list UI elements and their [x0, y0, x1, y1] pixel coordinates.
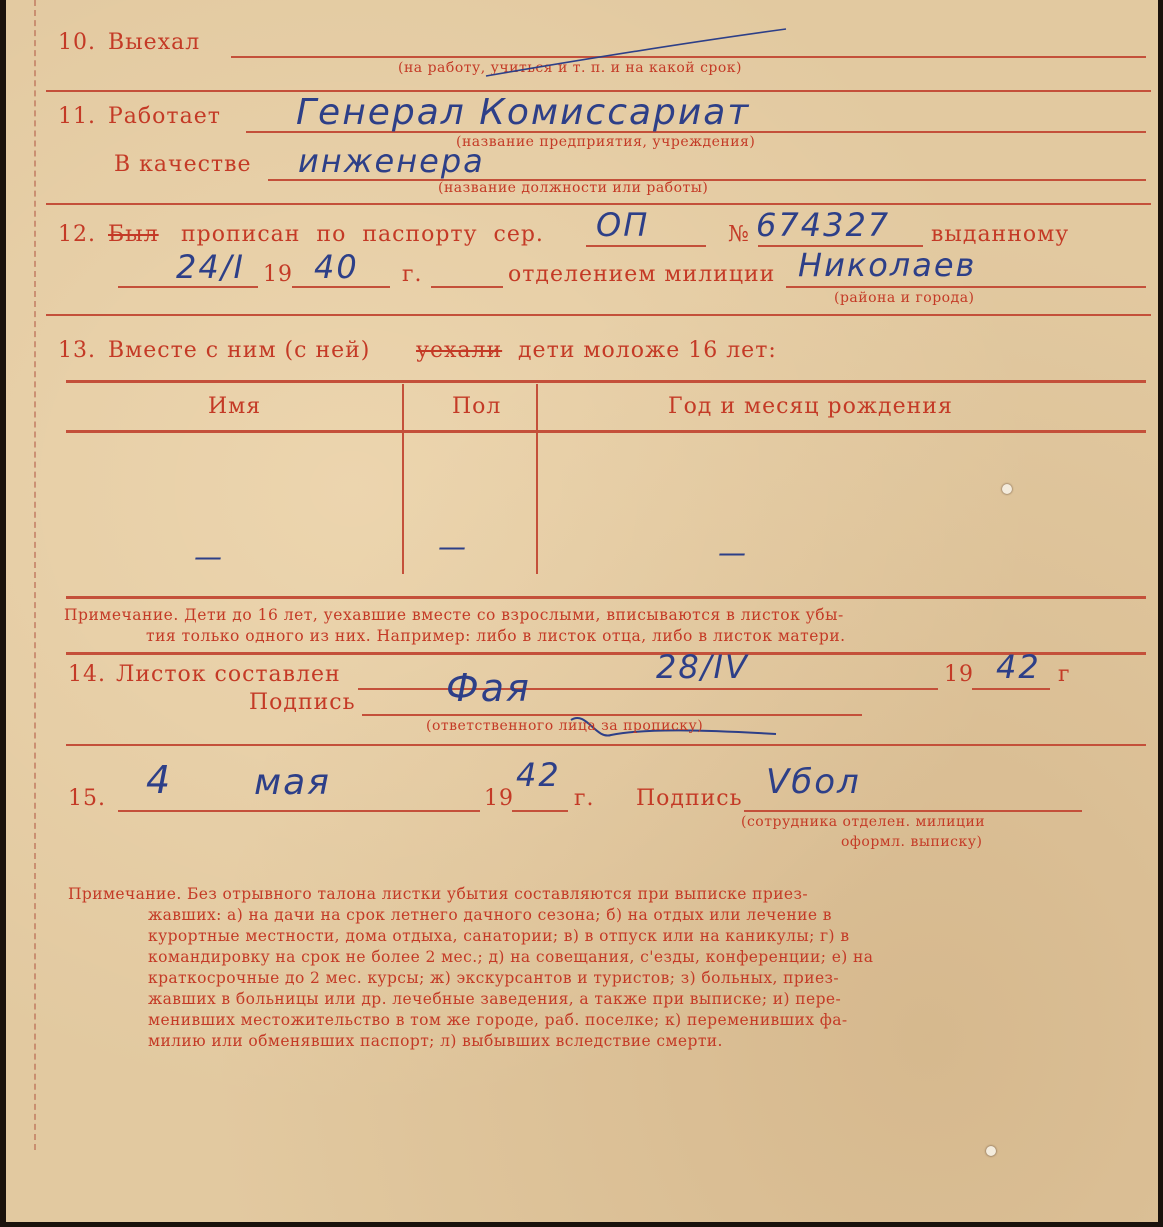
divider-12 [46, 314, 1151, 316]
compiled-date-line [358, 688, 938, 690]
compiled-year-line [972, 688, 1050, 690]
item10-strike-mark [476, 24, 796, 84]
series-line [586, 245, 706, 247]
employer-handwriting: Генерал Комиссариат [296, 92, 751, 133]
issued-by-label: отделением милиции [508, 262, 776, 287]
note2-line: курортные местности, дома отдыха, санатории; в) в отпуск или на каникулы; г) в [148, 927, 850, 945]
note2-line: милию или обменявших паспорт; л) выбывших вследствие смерти. [148, 1032, 723, 1050]
children-sex-dash: — [438, 530, 468, 563]
compiled-year-prefix: 19 [944, 662, 974, 687]
item11-caption-position: (название должности или работы) [438, 180, 709, 196]
children-table-bottom [66, 596, 1146, 599]
passport-number-handwriting: 674327 [756, 206, 891, 244]
note2-line: командировку на срок не более 2 мес.; д) на совещания, с'езды, конференции; е) на [148, 948, 874, 966]
note1-line1: Примечание. Дети до 16 лет, уехавшие вместе со взрослыми, вписываются в листок убы- [64, 606, 844, 624]
item15-caption-line2: оформл. выписку) [841, 834, 983, 850]
issued-label: выданному [931, 222, 1070, 247]
note1-line2: тия только одного из них. Например: либо в листок отца, либо в листок матери. [146, 627, 846, 645]
compiled-date-handwriting: 28/IV [656, 648, 749, 686]
registration-form-sheet [6, 0, 1158, 1222]
children-table-col-divider-1 [402, 384, 404, 574]
divider-14 [66, 744, 1146, 746]
divider-11 [46, 203, 1151, 205]
pin-hole [986, 1146, 996, 1156]
police-dept-handwriting: Николаев [798, 246, 977, 284]
col-header-sex: Пол [452, 394, 502, 419]
children-table-top [66, 380, 1146, 383]
note2-line: жавших: а) на дачи на срок летнего дачного сезона; б) на отдых или лечение в [148, 906, 832, 924]
item11-caption-org: (название предприятия, учреждения) [456, 134, 756, 150]
note2-line: Примечание. Без отрывного талона листки убытия составляются при выписке приез- [68, 885, 808, 903]
children-table-col-divider-2 [536, 384, 538, 574]
position-handwriting: инженера [298, 142, 485, 180]
month15-handwriting: мая [254, 762, 331, 803]
issue-year-suffix: г. [402, 262, 423, 287]
issue-year-handwriting: 40 [314, 248, 359, 286]
item12-number: 12. [58, 222, 96, 247]
item14-signature-label: Подпись [249, 690, 356, 715]
note2-line: краткосрочные до 2 мес. курсы; ж) экскурсантов и туристов; з) больных, приез- [148, 969, 840, 987]
year15-handwriting: 42 [516, 756, 561, 794]
issue-year-prefix: 19 [263, 262, 293, 287]
issue-date-line [118, 286, 258, 288]
note2-line: менивших местожительство в том же городе, раб. поселке; к) переменивших фа- [148, 1011, 848, 1029]
item15-caption-line1: (сотрудника отделен. милиции [741, 814, 986, 830]
note2-block [68, 884, 1148, 1052]
item13-label-part1: Вместе с ним (с ней) [108, 338, 371, 363]
passport-series-handwriting: ОП [596, 206, 650, 244]
item11-position-label: В качестве [114, 152, 252, 177]
item15-year-prefix: 19 [484, 786, 514, 811]
item15-number: 15. [68, 786, 106, 811]
item10-number: 10. [58, 30, 96, 55]
item12-label: прописан по паспорту сер. [181, 222, 544, 247]
police-dept-line [786, 286, 1146, 288]
number-sign: № [728, 222, 750, 247]
issue-gap-line [431, 286, 503, 288]
day-month-line [118, 810, 480, 812]
signature15-handwriting: Vбол [766, 762, 861, 802]
item14-number: 14. [68, 662, 106, 687]
pin-hole [1002, 484, 1012, 494]
col-header-birth: Год и месяц рождения [668, 394, 953, 419]
col-header-name: Имя [208, 394, 262, 419]
item14-label: Листок составлен [116, 662, 341, 687]
day15-handwriting: 4 [146, 758, 173, 802]
item12-caption-region: (района и города) [834, 290, 975, 306]
item10-label: Выехал [108, 30, 201, 55]
perforation-line [34, 0, 36, 1150]
item13-label-part2: дети моложе 16 лет: [518, 338, 777, 363]
item15-signature-line [744, 810, 1082, 812]
item10-caption: (на работу, учиться и т. п. и на какой срок) [398, 60, 743, 76]
item15-year-suffix: г. [574, 786, 595, 811]
item15-year-line [512, 810, 568, 812]
compiled-year-handwriting: 42 [996, 648, 1041, 686]
children-table-header-bottom [66, 430, 1146, 433]
item11-label: Работает [108, 104, 221, 129]
item14-caption-signature: (ответственного лица за прописку) [426, 718, 704, 734]
signature14-handwriting: Фая [446, 666, 531, 710]
divider-note1 [66, 652, 1146, 655]
item13-number: 13. [58, 338, 96, 363]
item11-number: 11. [58, 104, 96, 129]
compiled-year-suffix: г [1058, 662, 1071, 687]
children-name-dash: — [194, 540, 224, 573]
item15-signature-label: Подпись [636, 786, 743, 811]
item12-struck-word: Был [108, 222, 159, 247]
item13-struck-word: уехали [416, 338, 503, 363]
issue-date-handwriting: 24/I [176, 248, 245, 286]
note2-line: жавших в больницы или др. лечебные заведения, а также при выписке; и) пере- [148, 990, 842, 1008]
children-birth-dash: — [718, 536, 748, 569]
issue-year-line [292, 286, 390, 288]
